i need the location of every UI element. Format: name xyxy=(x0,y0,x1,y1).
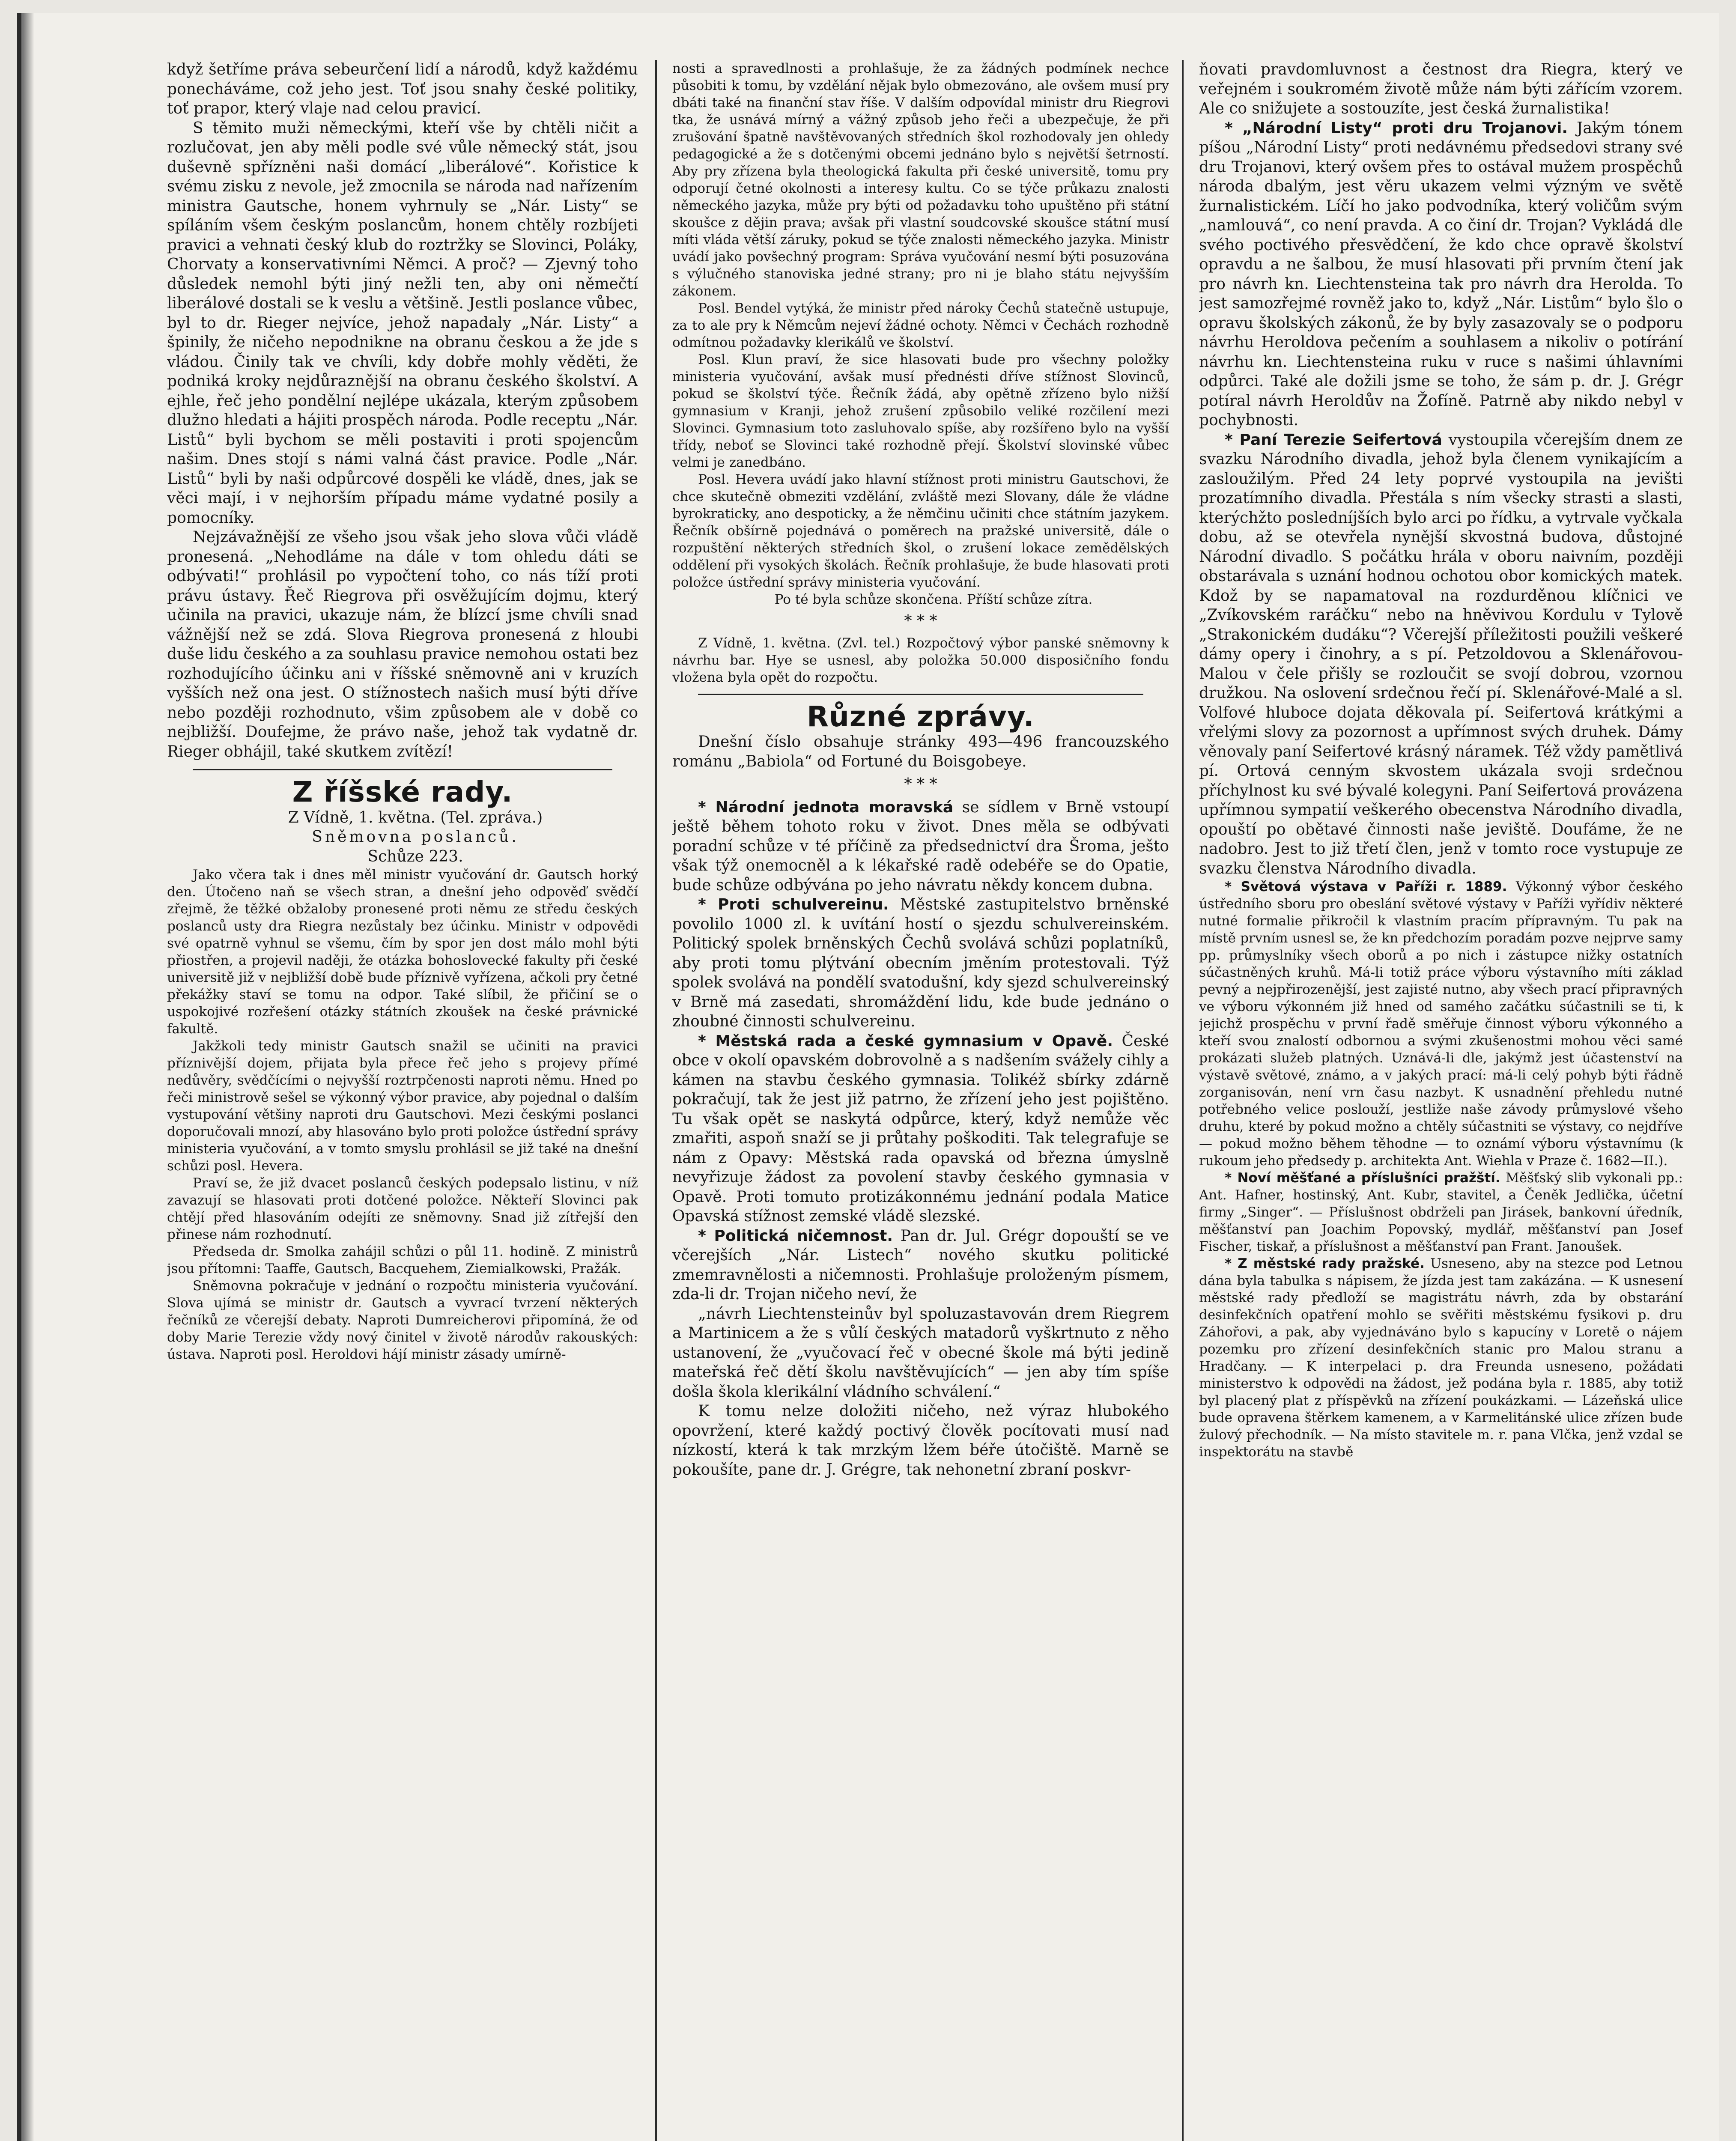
article-text: S těmito muži německými, kteří vše by chtěli ničit a rozlučovat, jen aby měli podle své vůle německý stát, jsou duševně spřízněni naši domácí „liberálové“. Kořistice k svému zisku z nevole, jež zmocnila se národa nad nařízením ministra Gautsche, honem vyhrnuly se „Nár. Listy“ se spíláním všem českým poslancům, honem chtěly rozbíjeti pravici a vehnati český klub do roztržky se Slovinci, Poláky, Chorvaty a konservativními Němci. A proč? — Zjevný toho důsledek nemohl býti jiný nežli ten, aby oni němečtí liberálové dostali se k veslu a většině. Jestli poslance vůbec, byl to dr. Rieger nejvíce, jehož napadaly „Nár. Listy“ a špinily, že ničeho nepodnikne na obranu českou a že jde s vládou. Činily tak ve chvíli, kdy dobře mohly věděti, že podniká kroky nejdůraznější na obranu českého školství. A ejhle, řeč jeho pondělní nejlépe ukázala, kterým způsobem dlužno hledati a hájiti prospěch národa. Podle receptu „Nár. Listů“ byli bychom se měli postaviti i proti spojencům našim. Dnes stojí s námi valná část pravice. Podle „Nár. Listů“ byli by naši odpůrcové dospěli ke vládě, dnes, jak se věci mají, i v nejhorším případu máme vydatné posily a pomocníky. xyxy=(167,119,638,527)
article-text: Nejzávažnější ze všeho jsou však jeho slova vůči vládě pronesená. „Nehodláme na dále v tom ohledu dáti se odbývati!“ prohlásil po vypočtení toho, co nás tíží proti právu ústavy. Řeč Riegrova při osvěžujícím dojmu, který učinila na pravici, ukazuje nám, že blízcí jsme chvíli snad vážnější než se zdá. Slova Riegrova pronesená z hloubi duše lidu českého a za souhlasu pravice nemohou ostati bez rozhodujícího účinku ani v říšské sněmovně ani v kruzích vyšších než ona jest. O stížnostech našich musí býti dříve nebo později rozhodnuto, všim způsobem ale v době co nejbližší. Doufejme, že právo naše, jehož tak vydatně dr. Rieger obhájil, také skutkem zvítězí! xyxy=(167,528,638,760)
article-text: Městské zastupitelstvo brněnské povolilo 1000 zl. k uvítání hostí o sjezdu schulvereinském. Politický spolek brněnských Čechů svolává schůzi poplatníků, aby proti tomu plýtvání obecním jměním protestovali. Týž spolek svolává na pondělí svatodušní, kdy sjezd schulvereinský v Brně má zasedati, shromáždění lidu, kde bude jednáno o zhoubné činnosti schulvereinu. xyxy=(672,896,1169,1030)
article-text: Pan dr. Jul. Grégr dopouští se ve včerejších „Nár. Listech“ nového skutku politické zmemravnělosti a ničemnosti. Prohlašuje proloženým písmem, zda-li dr. Trojan ničeho neví, že xyxy=(672,1227,1169,1303)
column-rule xyxy=(655,60,657,2141)
quoted-text: „návrh Liechtensteinův byl spoluzastavován drem Riegrem a Martinicem a že s vůlí českých matadorů vyškrtnuto z něho ustanovení, že „vyučovací řeč v obecné škole má býti jedině mateřská řeč dětí školu navštěvujících“ — jen aby tím spíše došla škola klerikální vládního schválení.“ xyxy=(672,1305,1169,1401)
column-2 xyxy=(672,60,1169,2141)
chamber-heading: Sněmovna poslanců. xyxy=(312,828,519,846)
article-text: Výkonný výbor českého ústředního sboru pro obeslání světové výstavy v Paříži vyřídiv některé nutné formalie přikročil k vlastním pracím přípravným. Tu pak na místě prvním usnesl se, že kn předchozím poradám pozve nejprve samy pp. průmyslníky všech oborů a po nich i zástupce nižky ostatních súčastněných kruhů. Má-li totiž práce výboru výstavního míti základ pevný a nejpřirozenější, jest zajisté nutno, aby všech prací připravných ve výboru výkonném již hned od samého začátku súčastnili se ti, k jejichž prospěchu v první řadě směřuje činnost výboru výkonného a kteří svou znalostí odbornou a svými zkušenostmi mohou věci samé prokázati služeb platných. Uznává-li dle, jakýmž jest účastenství na výstavě světové, známo, a v jakých prací: má-li celý pohyb býti řádně zorganisován, není vrn času nazbyt. K usnadnění přehledu nutné potřebného velice poslouží, jestliže naše závody průmyslové všeho druhu, které by pokud možno a chtěly súčastniti se výstavy, co nejdříve — pokud možno během těhodne — to oznámí výboru výstavnímu (k rukoum jeho předsedy p. architekta Ant. Wiehla v Praze č. 1682—II.). xyxy=(1199,879,1683,1169)
article-text: Jakžkoli tedy ministr Gautsch snažil se učiniti na pravici příznivější dojem, přijata byla přece řeč jeho s projevy přímé nedůvěry, svědčícími o nejvyšší roztrpčenosti naproti němu. Hned po řeči ministrově sešel se výkonný výbor pravice, aby pojednal o dalším vystupování většiny naproti dru Gautschovi. Mezi českými poslanci doporučovali mnozí, aby hlasováno bylo proti položce ústřední správy ministeria vyučování, a v tomto smyslu prohlásil se již také na dnešní schůzi posl. Hevera. xyxy=(167,1038,638,1174)
separator-stars: * * * xyxy=(904,612,937,630)
newspaper-page xyxy=(17,13,1719,2141)
article-text: Posl. Bendel vytýká, že ministr před nároky Čechů statečně ustupuje, za to ale pry k Němcům nejeví žádné ochoty. Němci v Čechách rozhodně odmítnou požadavky klerikálů ve školství. xyxy=(672,301,1169,350)
article-text: Jakým tónem píšou „Národní Listy“ proti nedávnému předsedovi strany své dru Trojanovi, který ovšem přes to ostával mužem prospěchů národa dbalým, jest věru ukazem velmi význým ve světě žurnalistickém. Líčí ho jako podvodníka, který voličům svým „namlouvá“, co není pravda. A co činí dr. Trojan? Vykládá dle svého poctivého přesvědčení, že kdo chce opravě školství opravdu a ne šalbou, že musí hlasovati při prvním čtení jak pro návrh kn. Liechtensteina tak pro návrh dra Herolda. To jest samozřejmé rovněž jako to, když „Nár. Listům“ bylo šlo o opravu školských zákonů, že by byly zasazovaly se o podporu návrhu Heroldova pečením a souhlasem a nikoliv o potírání návrhu kn. Liechtensteina ruku v ruce s našimi úhlavními odpůrci. Také ale dožili jsme se toho, že sám p. dr. J. Grégr potíral návrh Heroldův na Žofíně. Patrně aby nikdo nebyl v pochybnosti. xyxy=(1199,119,1683,429)
scan-binding-edge xyxy=(17,13,43,2141)
article-text: Dnešní číslo obsahuje stránky 493—496 francouzského románu „Babiola“ od Fortuné du Boisgobeye. xyxy=(672,733,1169,770)
article-text: Jako včera tak i dnes měl ministr vyučování dr. Gautsch horký den. Útočeno naň se všech stran, a dnešní jeho odpověď svědčí zřejmě, že těžké obžaloby pronesené proti němu ze středu českých poslanců usty dra Riegra nezůstaly bez účinku. Ministr v odpovědi své opatrně vyhnul se všemu, čím by spor jen dost málo mohl býti přiostřen, a projevil naději, že otázka bohoslovecké fakulty při české universitě již v nejbližší době bude příznivě vyřízena, ačkoli pry četné překážky staví se tomu na odpor. Také slíbil, že přičiní se o uspokojivé rozřešení otázky státních zkoušek na české právnické fakultě. xyxy=(167,867,638,1037)
article-text: Předseda dr. Smolka zahájil schůzi o půl 11. hodině. Z ministrů jsou přítomni: Taaffe, Gautsch, Bacquehem, Ziemialkowski, Pražák. xyxy=(167,1244,638,1276)
article-text: když šetříme práva sebeurčení lidí a národů, když každému ponecháváme, což jeho jest. Toť jsou snahy české politiky, toť prapor, který vlaje nad celou pravicí. xyxy=(167,61,638,117)
item-heading: * Noví měšťané a příslušníci pražští. xyxy=(1225,1170,1500,1186)
dateline: Z Vídně, 1. května. (Tel. zpráva.) xyxy=(288,808,543,826)
article-text: Posl. Hevera uvádí jako hlavní stížnost proti ministru Gautschovi, že chce skutečně obmeziti vzdělání, zvláště mezi Slovany, dále že vládne byrokraticky, ano despoticky, a že němčinu učiniti chce státním jazykem. Řečník obšírně pojednává o poměrech na pražské universitě, dále o rozpuštění některých středních škol, o zrušení lokace zemědělských oddělení při vysokých školách. Řečník prohlašuje, že bude hlasovati proti položce ústřední správy ministeria vyučování. xyxy=(672,472,1169,590)
article-text: Z Vídně, 1. května. (Zvl. tel.) Rozpočtový výbor panské sněmovny k návrhu bar. Hye se usnesl, aby položka 50.000 disposičního fondu vložena byla opět do rozpočtu. xyxy=(672,635,1169,685)
column-1 xyxy=(167,60,638,2141)
separator-stars: * * * xyxy=(904,775,937,793)
article-text: ňovati pravdomluvnost a čestnost dra Riegra, který ve veřejném i soukromém životě může nám býti zářícím vzorem. Ale co snižujete a sostouzíte, jest česká žurnalistika! xyxy=(1199,61,1683,117)
article-text: nosti a spravedlnosti a prohlašuje, že za žádných podmínek nechce působiti k tomu, by vzdělání nějak bylo obmezováno, ale ovšem musí pry dbáti také na finanční stav říše. V dalším odpovídal ministr dru Riegrovi tka, že usnává mírný a vážný způsob jeho řeči a ubezpečuje, že při zrušování špatně navštěvovaných středních škol rozhodovaly jen ohledy pedagogické a že s dotčenými obcemi jednáno bylo s největší šetrností. Aby pry zřízena byla theologická fakulta při české universitě, tomu pry odporují četné okolnosti a interesy kultu. Co se týče průkazu znalosti německého jazyka, může pry býti od požadavku toho upuštěno při státní skoušce z dějin prava; avšak při vlastní soudcovské skoušce státní musí míti vláda větší záruky, pokud se týče znalosti německého jazyka. Ministr uvádí jako povšechný program: Správa vyučování nesmí býti posuzována s výlučného stanoviska jedné strany; pro ni je blaho státu nejvyšším zákonem. xyxy=(672,61,1169,299)
section-divider xyxy=(698,694,1143,695)
item-heading: * Světová výstava v Paříži r. 1889. xyxy=(1225,879,1507,895)
item-heading: * Proti schulvereinu. xyxy=(698,896,889,913)
article-text: Měšťský slib vykonali pp.: Ant. Hafner, hostinský, Ant. Kubr, stavitel, a Čeněk Jedlička, účetní firmy „Singer“. — Příslušnost obdrželi pan Jirásek, bankovní úředník, měšťanství pan Joachim Popovský, mydlář, měšťanství pan Josef Fischer, tiskař, a příslušnost a měšťanství pan Frant. Janoušek. xyxy=(1199,1170,1683,1254)
column-3 xyxy=(1199,60,1683,2141)
article-text: se sídlem v Brně vstoupí ještě během tohoto roku v život. Dnes měla se odbývati poradní schůze v té příčině za předsednictví dra Šroma, ješto však týž onemocněl a k lékařské radě odebéře se do Opatie, bude schůze odbývána po jeho návratu někdy koncem dubna. xyxy=(672,798,1169,894)
item-heading: * Paní Terezie Seifertová xyxy=(1225,431,1442,449)
section-divider xyxy=(193,769,612,770)
session-heading: Schůze 223. xyxy=(367,847,463,865)
item-heading: * Národní jednota moravská xyxy=(698,798,954,816)
article-text: Usneseno, aby na stezce pod Letnou dána byla tabulka s nápisem, že jízda jest tam zakázána. — K usnesení městské rady předloží se magistrátu návrh, zda by obstarání desinfekčních opatření mohlo se svěřiti městskému fysikovi p. dru Záhořovi, a pak, aby vyjednáváno bylo s kapucíny v Loretě o nájem pozemku pro zřízení desinfekčních stanic pro Malou stranu a Hradčany. — K interpelaci p. dra Freunda usneseno, požádati ministerstvo k odpovědi na žádost, jež podána byla r. 1885, aby totiž byl placený plat z příspěvků na zřízení poukázkami. — Lázeňská ulice bude opravena štěrkem kamenem, a v Karmelitánské ulice zřízen bude žulový přechodník. — Na místo stavitele m. r. pana Vlčka, jenž vzdal se inspektorátu na stavbě xyxy=(1199,1256,1683,1460)
article-text: Praví se, že již dvacet poslanců českých podepsalo listinu, v níž zavazují se hlasovati proti dotčené položce. Někteří Slovinci pak chtějí před hlasováním odejíti ze sněmovny. Snad již zítřejší den přinese nám rozhodnutí. xyxy=(167,1175,638,1242)
article-text: Sněmovna pokračuje v jednání o rozpočtu ministeria vyučování. Slova ujímá se ministr dr. Gautsch a vyvrací tvrzení některých řečníků ze včerejší debaty. Naproti Dumreicherovi připomíná, že od doby Marie Terezie vždy nový činitel v životě národův rakouských: ústava. Naproti posl. Heroldovi hájí ministr zásady umírně- xyxy=(167,1278,638,1362)
item-heading: * „Národní Listy“ proti dru Trojanovi. xyxy=(1225,119,1568,137)
item-heading: * Městská rada a české gymnasium v Opavě. xyxy=(698,1032,1113,1050)
section-title: Z říšské rady. xyxy=(292,775,513,808)
item-heading: * Z městské rady pražské. xyxy=(1225,1256,1425,1271)
article-text: České obce v okolí opavském dobrovolně a s nadšením svážely cihly a kámen na stavbu českého gymnasia. Tolikéž sbírky zdárně pokračují, tak že jest již patrno, že zřízení jeho jest pojištěno. Tu však opět se naskytá odpůrce, který, když nemůže věc zmařiti, aspoň snaží se ji průtahy poškoditi. Tak telegrafuje se nám z Opavy: Městská rada opavská od března úmyslně nevyřizuje žádost za povolení stavby českého gymnasia v Opavě. Proti tomuto protizákonnému jednání podala Matice Opavská stížnost zemské vládě slezské. xyxy=(672,1032,1169,1225)
item-heading: * Politická ničemnost. xyxy=(698,1227,893,1245)
article-text: Posl. Klun praví, že sice hlasovati bude pro všechny položky ministeria vyučování, avšak musí přednésti dříve stížnost Slovinců, pokud se školství týče. Řečník žádá, aby opětně zřízeno bylo nižší gymnasium v Kranji, jehož zrušení způsobilo veliké rozčilení mezi Slovinci. Gymnasium toto zasluhovalo spíše, aby rozšířeno bylo na vyšší třídy, neboť se Slovinci také rozhodně přejí. Školství slovinské vůbec velmi je zanedbáno. xyxy=(672,352,1169,470)
section-title: Různé zprávy. xyxy=(807,700,1035,733)
article-text: vystoupila včerejším dnem ze svazku Národního divadla, jehož byla členem vynikajícím a zasloužilým. Před 24 lety poprvé vystoupila na jevišti prozatímního divadla. Přestála s ním všecky strasti a slasti, kterýchžto posledníjších bylo arci po řídku, a vytrvale vyčkala dobu, až se otevřela nynější skvostná budova, důstojné Národní divadlo. S počátku hrála v oboru naivním, později obstarávala s uznání hodnou ochotou obor komických matek. Kdož by se napamatoval na rozdurděnou klíčnici ve „Zvíkovském raráčku“ nebo na hněvivou Kordulu v Tylově „Strakonickém dudáku“? Včerejší příležitosti použili veškeré dámy opery i činohry, a s pí. Petzoldovou a Sklenářovou-Malou v čele přišly se rozloučit se svojí dobrou, vzornou družkou. Na oslovení srdečnou řečí pí. Sklenářové-Malé a sl. Volfové hluboce dojata děkovala pí. Seifertová krátkými a vřelými slovy za pozornost a upřímnost svých druhek. Dámy věnovaly paní Seifertové krásný náramek. Též vždy pamětlivá pí. Ortová cenným skvostem ukázala svoji srdečnou příchylnost ku své bývalé kolegyni. Paní Seifertová provázena upřímnou sympatií veškerého obecenstva Národního divadla, opouští po obětavé činnosti naše jeviště. Doufáme, že ne nadobro. Jest to již třetí člen, jenž v tomto roce vystupuje ze svazku členstva Národního divadla. xyxy=(1199,431,1683,877)
article-text: Po té byla schůze skončena. Příští schůze zítra. xyxy=(774,592,1093,607)
column-rule xyxy=(1182,60,1184,2141)
article-text: K tomu nelze doložiti ničeho, než výraz hlubokého opovržení, které každý poctivý člověk pocítovati musí nad nízkostí, která k tak mrzkým lžem béře útočiště. Marně se pokoušíte, pane dr. J. Grégre, tak nehonetní zbraní poskvr- xyxy=(672,1402,1169,1479)
